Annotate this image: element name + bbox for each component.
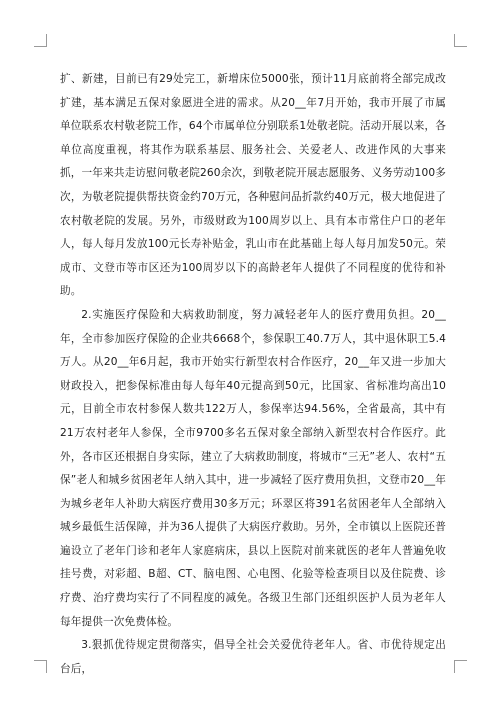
crop-mark-top-left [34, 34, 47, 47]
paragraph-continuation: 扩、新建，目前已有29处完工，新增床位5000张，预计11月底前将全部完成改扩建，基本满足五保对象愿进全进的需求。从20__年7月开始，我市开展了市属单位联系农村敬老院工作，64个市属单位分别联系1处敬老院。活动开展以来，各单位高度重视，将其作为联系基层、服务社会、关爱老人、改进作风的大事来抓，一年来共走访慰问敬老院260余次，到敬老院开展志愿服务、义务劳动100多次，为敬老院提供帮扶资金约70万元，各种慰问品折款约40万元，极大地促进了农村敬老院的发展。另外，市级财政为100周岁以上、具有本市常住户口的老年人，每人每月发放100元长寿补贴金，乳山市在此基础上每人每月加发50元。荣成市、文登市等市区还为100周岁以下的高龄老年人提供了不同程度的优待和补助。 [60, 73, 446, 298]
crop-mark-top-right [454, 34, 467, 47]
crop-mark-bottom-left [34, 660, 47, 673]
document-body [60, 68, 446, 681]
paragraph-medical-insurance: 2.实施医疗保险和大病救助制度，努力减轻老年人的医疗费用负担。20__年，全市参加医疗保险的企业共6668个，参保职工40.7万人，其中退休职工5.4万人。从20__年6月起，我市开始实行新型农村合作医疗，20__年又进一步加大财政投入，把参保标准由每人每年40元提高到50元，比国家、省标准均高出10元，目前全市农村参保人数共122万人，参保率达94.56%，全省最高，其中有21万农村老年人参保，全市9700多名五保对象全部纳入新型农村合作医疗。此外，各市区还根据自身实际，建立了大病救助制度，将城市“三无”老人、农村“五保”老人和城乡贫困老年人纳入其中，进一步减轻了医疗费用负担，文登市20__年为城乡老年人补助大病医疗费用30多万元；环翠区将391名贫困老年人全部纳入城乡最低生活保障，并为36人提供了大病医疗救助。另外，全市镇以上医院还普遍设立了老年门诊和老年人家庭病床，县以上医院对前来就医的老年人普遍免收挂号费，对彩超、B超、CT、脑电图、心电图、化验等检查项目以及住院费、诊疗费、治疗费均实行了不同程度的减免。各级卫生部门还组织医护人员为老年人每年提供一次免费体检。 [60, 308, 446, 628]
crop-mark-bottom-right [454, 660, 467, 673]
paragraph-preferential-policy: 3.狠抓优待规定贯彻落实，倡导全社会关爱优待老年人。省、市优待规定出台后， [60, 639, 446, 675]
